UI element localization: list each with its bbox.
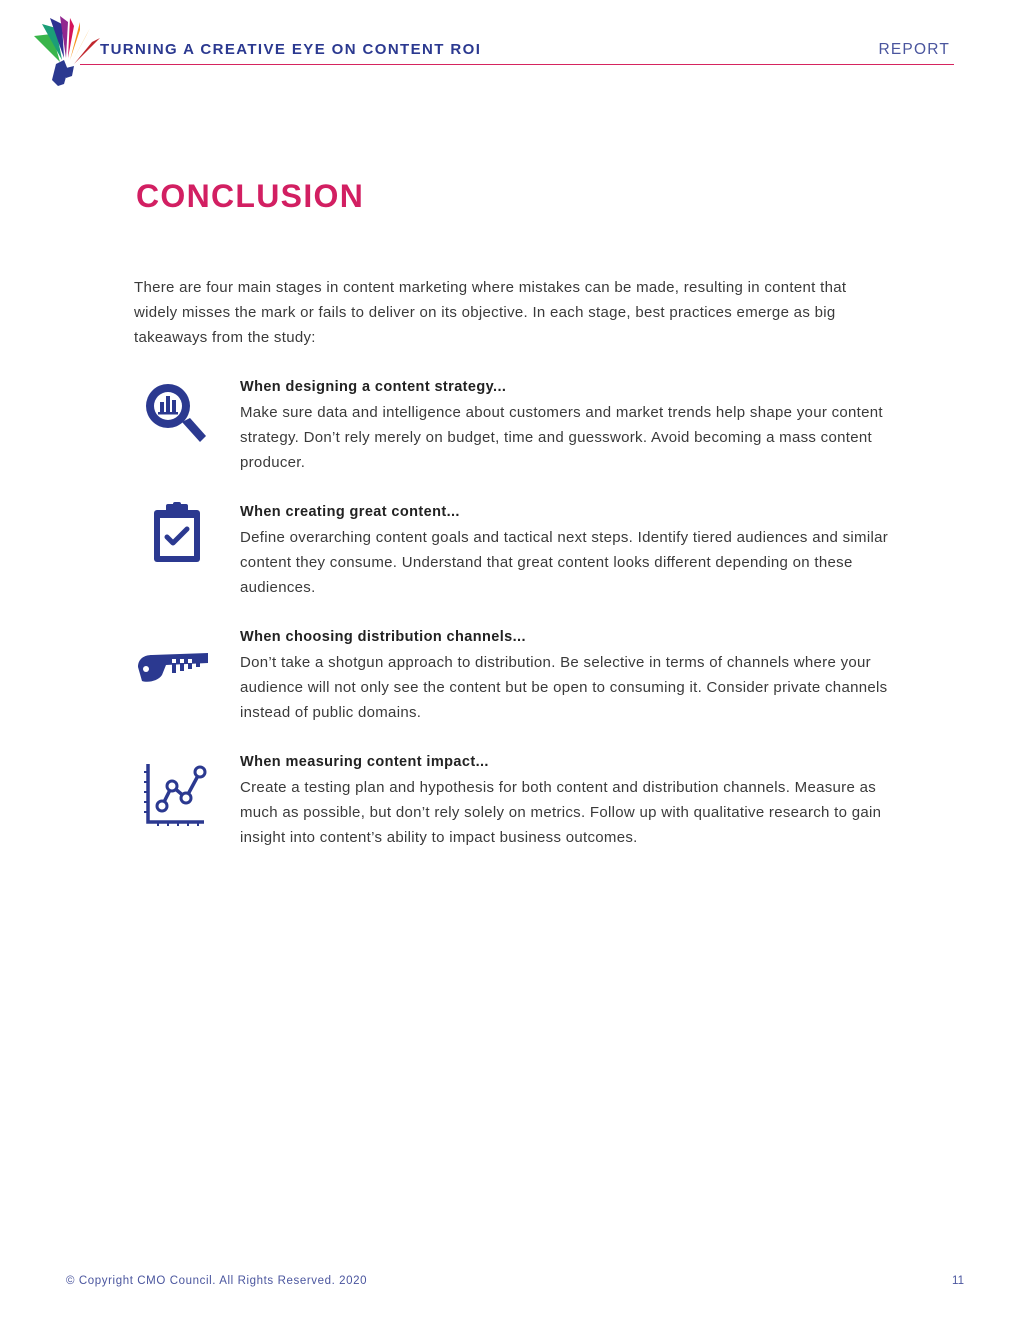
stage-text: [240, 750, 890, 850]
magnifier-chart-icon: [136, 378, 212, 446]
cmo-council-logo-icon: [30, 14, 102, 90]
intro-paragraph: There are four main stages in content marketing where mistakes can be made, resulting in content that widely misses the mark or fails to deliver on its objective. In each stage, best practices emerge as big takeaways from the study:: [134, 279, 847, 346]
stage-text: [240, 625, 890, 725]
stage-text: [240, 375, 890, 475]
shotgun-icon: [136, 641, 212, 709]
stage-body: Define overarching content goals and tactical next steps. Identify tiered audiences and similar content they consume. Understand that great content looks different depending on these audiences.: [240, 529, 889, 596]
section-label: REPORT: [878, 41, 950, 58]
header-divider: [80, 64, 954, 65]
footer-copyright: © Copyright CMO Council. All Rights Reserved. 2020: [66, 1275, 368, 1287]
page-number: 11: [952, 1275, 964, 1287]
report-title: TURNING A CREATIVE EYE ON CONTENT ROI: [100, 41, 482, 58]
stage-title: When measuring content impact...: [240, 754, 489, 770]
stage-text: [240, 500, 890, 600]
stage-body: Don’t take a shotgun approach to distribution. Be selective in terms of channels where your audience will not only see the content but be open to consuming it. Consider private channels instead of public domains.: [240, 654, 888, 721]
stage-title: When choosing distribution channels...: [240, 629, 526, 645]
clipboard-check-icon: [136, 500, 212, 568]
page-title: CONCLUSION: [136, 178, 365, 214]
line-graph-icon: [136, 760, 212, 828]
stage-title: When designing a content strategy...: [240, 379, 507, 395]
stage-body: Create a testing plan and hypothesis for both content and distribution channels. Measure as much as possible, but don’t rely solely on metrics. Follow up with qualitative research to gain insight into content’s ability to impact business outcomes.: [240, 779, 882, 846]
stage-body: Make sure data and intelligence about customers and market trends help shape your content strategy. Don’t rely merely on budget, time and guesswork. Avoid becoming a mass content producer.: [240, 404, 883, 471]
stage-title: When creating great content...: [240, 504, 460, 520]
